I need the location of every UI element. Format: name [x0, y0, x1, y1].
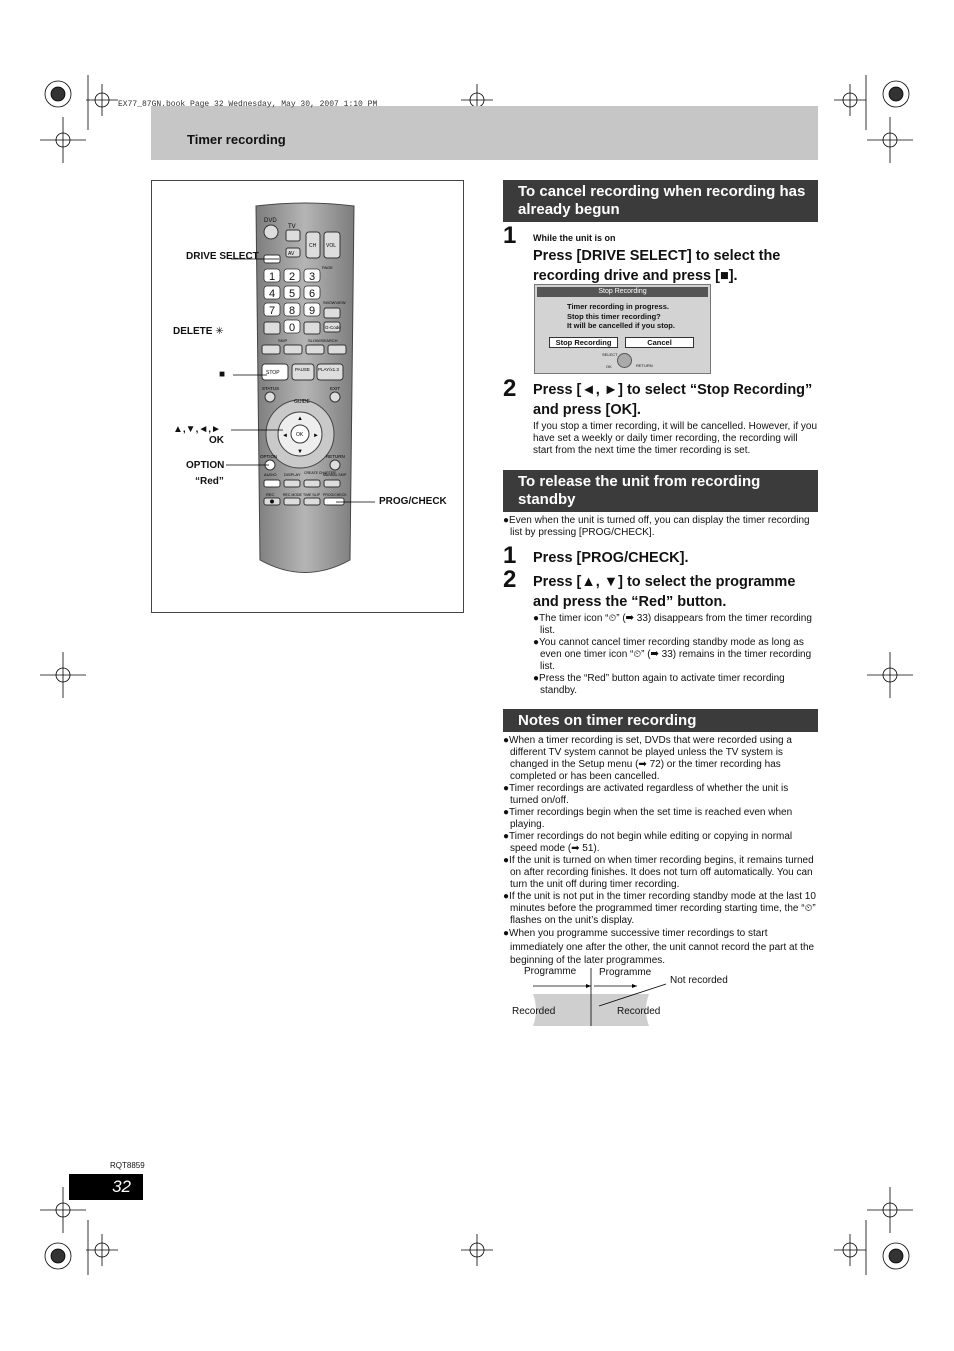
- stop-callout: ■: [219, 369, 226, 380]
- audio-label: AUDIO: [264, 472, 277, 477]
- right-arrow-icon: ►: [313, 433, 319, 439]
- notes-bullets: [503, 735, 818, 968]
- diagram-programme-1: Programme: [524, 966, 577, 977]
- note-bullet-6: ●If the unit is not put in the timer recording standby mode at the last 10 minutes before the programmed timer recording starting time, the “⏲” flashes on the unit’s display.: [503, 891, 816, 926]
- guide-label: GUIDE: [294, 399, 310, 405]
- ok-button-label: OK: [296, 432, 304, 438]
- note-bullet-7: ●When you programme successive timer recordings to start immediately one after the other, the unit cannot record the part at the beginning of the later programmes.: [503, 928, 815, 966]
- callout-lines: [151, 180, 464, 613]
- arrows-callout: ▲,▼,◄,►: [173, 424, 221, 435]
- skip-label: SKIP: [278, 338, 288, 343]
- osd-return-label: RETURN: [636, 363, 653, 368]
- cancel-step-2-number: 2: [503, 375, 517, 402]
- manual-skip-label: MANUAL SKIP: [323, 473, 347, 477]
- cancel-section-heading: To cancel recording when recording has already begun: [503, 180, 818, 222]
- exit-label: EXIT: [330, 386, 341, 391]
- tv-label: TV: [288, 224, 296, 230]
- release-section-heading: To release the unit from recording standby: [503, 470, 818, 512]
- ch-label: CH: [309, 243, 317, 249]
- diagram-not-recorded: Not recorded: [670, 975, 728, 986]
- digit-5-label: 5: [288, 288, 296, 300]
- slow-search-label: SLOW/SEARCH: [308, 338, 338, 343]
- digit-0-label: 0: [288, 322, 296, 334]
- release-intro: ●Even when the unit is turned off, you can display the timer recording list by pressing [PROG/CHECK].: [503, 515, 810, 538]
- diagram-programme-2: Programme: [599, 967, 652, 978]
- release-step-2-number: 2: [503, 566, 517, 593]
- section-label: Timer recording: [187, 132, 286, 147]
- note-bullet-4: ●Timer recordings do not begin while editing or copying in normal speed mode (➡ 51).: [503, 831, 793, 854]
- release-bullet-3: ●Press the “Red” button again to activate timer recording standby.: [533, 673, 785, 696]
- page-number: 32: [69, 1174, 143, 1200]
- osd-title: Stop Recording: [537, 287, 708, 297]
- time-slip-label: TIME SLIP: [303, 493, 320, 497]
- rec-mode-label: REC MODE: [283, 493, 302, 497]
- pause-label: PAUSE: [295, 367, 310, 372]
- stop-recording-osd: [534, 284, 711, 374]
- left-arrow-icon: ◄: [282, 433, 288, 439]
- document-code: RQT8859: [110, 1161, 145, 1170]
- digit-8-label: 8: [288, 305, 296, 317]
- cancel-step-2-note: If you stop a timer recording, it will be cancelled. However, if you have set a weekly or daily timer recording, the recording will start from the next time the timer recording is set.: [533, 421, 818, 456]
- stop-button-label: STOP: [266, 370, 280, 376]
- down-arrow-icon: ▼: [297, 449, 303, 455]
- osd-stop-recording-button[interactable]: Stop Recording: [549, 337, 618, 348]
- cancel-step-2-title: Press [◄, ►] to select “Stop Recording” and press [OK].: [533, 382, 813, 418]
- osd-line-2: Stop this timer recording?: [567, 311, 661, 321]
- up-arrow-icon: ▲: [297, 416, 303, 422]
- osd-ok-label: OK: [606, 364, 612, 369]
- play-label: PLAY/x1.3: [318, 367, 339, 372]
- release-bullet-1: ●The timer icon “⏲” (➡ 33) disappears from the timer recording list.: [533, 613, 812, 636]
- option-label: OPTION: [260, 454, 278, 459]
- release-step-1-number: 1: [503, 542, 517, 569]
- rec-label: REC: [266, 492, 275, 497]
- file-info: EX77_87GN.book Page 32 Wednesday, May 30, 2007 1:10 PM: [118, 100, 378, 109]
- release-bullet-2: ●You cannot cancel timer recording standby mode as long as even one timer icon “⏲” (➡ 33) remains in the timer recording list.: [533, 637, 812, 672]
- av-label: AV: [288, 251, 295, 257]
- release-step-2-title: Press [▲, ▼] to select the programme and press the “Red” button.: [533, 574, 796, 610]
- red-callout: “Red”: [195, 476, 224, 487]
- osd-navigation-icon: [617, 353, 632, 368]
- digit-9-label: 9: [308, 305, 316, 317]
- osd-select-label: SELECT: [602, 352, 618, 357]
- cancel-step-1-number: 1: [503, 222, 517, 249]
- prog-check-callout: PROG/CHECK: [379, 496, 447, 507]
- note-bullet-1: ●When a timer recording is set, DVDs that were recorded using a different TV system cannot be played unless the TV system is changed in the Setup menu (➡ 72) or the timer recording has completed or has been cancelled.: [503, 735, 792, 782]
- release-bullets: [533, 613, 818, 697]
- diagram-recorded-1: Recorded: [512, 1006, 556, 1017]
- showview-label: SHOWVIEW: [323, 300, 346, 305]
- digit-1-label: 1: [268, 271, 276, 283]
- diagram-recorded-2: Recorded: [617, 1006, 661, 1017]
- ok-callout: OK: [209, 435, 224, 446]
- cancel-step-1-title: Press [DRIVE SELECT] to select the recording drive and press [■].: [533, 248, 781, 284]
- note-bullet-5: ●If the unit is turned on when timer recording begins, it remains turned on after recording finishes. It does not turn off automatically. You can turn the unit off during timer recording.: [503, 855, 814, 890]
- page-label: PAGE: [322, 265, 333, 270]
- osd-message: [535, 302, 710, 331]
- option-callout: OPTION: [186, 460, 225, 471]
- g-code-label: G-Code: [325, 325, 341, 330]
- create-chapter-label: CREATE CHAPTER: [304, 471, 336, 475]
- vol-label: VOL: [326, 243, 337, 249]
- digit-6-label: 6: [308, 288, 316, 300]
- note-bullet-3: ●Timer recordings begin when the set time is reached even when playing.: [503, 807, 793, 830]
- display-label: DISPLAY: [284, 472, 301, 477]
- drive-select-callout: DRIVE SELECT: [186, 251, 259, 262]
- digit-4-label: 4: [268, 288, 276, 300]
- digit-3-label: 3: [308, 271, 316, 283]
- delete-callout: DELETE ✳: [173, 326, 224, 337]
- notes-section-heading: Notes on timer recording: [503, 709, 818, 732]
- osd-line-3: It will be cancelled if you stop.: [567, 321, 675, 330]
- release-step-1-title: Press [PROG/CHECK].: [533, 550, 689, 566]
- dvd-label: DVD: [264, 218, 277, 224]
- osd-cancel-button[interactable]: Cancel: [625, 337, 694, 348]
- note-bullet-2: ●Timer recordings are activated regardless of whether the unit is turned on/off.: [503, 783, 789, 806]
- prog-check-remote-label: PROG/CHECK: [323, 493, 347, 497]
- digit-7-label: 7: [268, 305, 276, 317]
- digit-2-label: 2: [288, 271, 296, 283]
- cancel-step-1-precondition: While the unit is on: [533, 233, 616, 243]
- osd-line-1: Timer recording in progress.: [567, 302, 669, 311]
- status-label: STATUS: [262, 386, 280, 391]
- return-label: RETURN: [326, 454, 345, 459]
